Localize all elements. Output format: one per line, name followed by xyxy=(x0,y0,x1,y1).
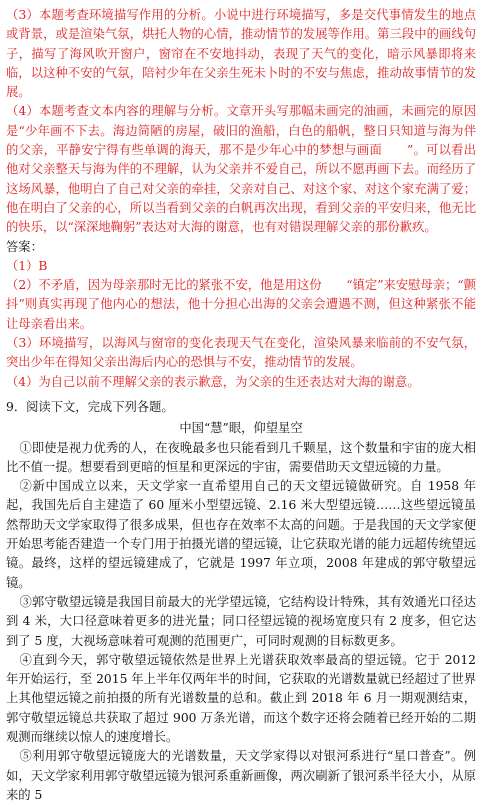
analysis-paragraph-3: （3）本题考查环境描写作用的分析。小说中进行环境描写，多是交代事情发生的地点或背景，或是渲染气氛，烘托人物的心情，推动情节的发展等作用。第三段中的画线句子，描写了海风吹开窗户，窗帘在不安地抖动，表现了天气的变化，暗示风暴即将来临，以这种不安的气氛，陪衬少年在父亲生死未卜时的不安与焦虑，推动故事情节的发展。 xyxy=(6,8,476,100)
answer-2: （2）不矛盾，因为母亲那时无比的紧张不安，他是用这份 “镇定”来安慰母亲；“颤抖”则真实再现了他内心的想法，他十分担心出海的父亲会遭遇不测，但这种紧张不能让母亲看出来。 xyxy=(6,278,476,331)
article-paragraph-4: ④直到今天，郭守敬望远镜依然是世界上光谱获取效率最高的望远镜。它于 2012 年开始运行，至 2015 年上半年仅两年半的时间，它获取的光谱数量就已经超过了世界上其他望远镜之前拍摄的所有光谱数量的总和。截止到 2018 年 6 月一期观测结束，郭守敬望远镜总共获取了超过 900 万条光谱，而这个数字还将会随着已经开始的二期观测而继续以惊人的速度增长。 xyxy=(6,652,476,744)
article-paragraph-2: ②新中国成立以来，天文学家一直希望用自己的天文望远镜做研究。自 1958 年起，我国先后自主建造了 60 厘米小型望远镜、2.16 米大型望远镜……这些望远镜虽然帮助天文学家取得了很多成果，但也存在效率不太高的问题。于是我国的天文学家便开始思考能否建造一个专门用于拍摄光谱的望远镜，让它获取光谱的能力远超传统望远镜。最终，这样的望远镜建成了，它就是 1997 年立项，2008 年建成的郭守敬望远镜。 xyxy=(6,479,476,590)
article-paragraph-5: ⑤利用郭守敬望远镜庞大的光谱数量，天文学家得以对银河系进行“星口普查”。例如，天文学家利用郭守敬望远镜为银河系重新画像，两次刷新了银河系半径大小，从原来的 5 xyxy=(6,749,476,802)
answer-1: （1）B xyxy=(6,258,48,273)
analysis-paragraph-4: （4）本题考查文本内容的理解与分析。文章开头写那幅未画完的油画，未画完的原因是“少年画不下去。海边简陋的房屋，破旧的渔船，白色的船帆，整日只知道与海为伴的父亲，平静安宁得有些单调的海天，那不是少年心中的梦想与画面 ”。可以看出他对父亲整天与海为伴的不理解，认为父亲并不爱自己，所以不愿再画下去。而经历了这场风暴，他明白了自己对父亲的牵挂，父亲对自己、对这个家、对这个家充满了爱；他在明白了父亲的心，所以当看到父亲的白帆再次出现，看到父亲的平安归来，他无比的快乐，以“深深地鞠躬”表达对大海的谢意，也有对错误理解父亲的那份歉疚。 xyxy=(6,104,476,235)
answer-3: （3）环境描写，以海风与窗帘的变化表现天气在变化，渲染风暴来临前的不安气氛，突出少年在得知父亲出海后内心的恐惧与不安，推动情节的发展。 xyxy=(6,336,476,370)
question-intro: 9．阅读下文，完成下列各题。 xyxy=(6,399,174,414)
answer-label: 答案： xyxy=(6,239,43,254)
article-title: 中国“慧”眼，仰望星空 xyxy=(179,421,303,436)
article-paragraph-3: ③郭守敬望远镜是我国目前最大的光学望远镜，它结构设计特殊，其有效通光口径达到 4 米，大口径意味着更多的进光量；同口径望远镜的视场宽度只有 2 度多，但它达到了 5 度，大视场意味着可观测的范围更广，可同时观测的目标数更多。 xyxy=(6,594,476,648)
answer-4: （4）为自己以前不理解父亲的表示歉意，为父亲的生还表达对大海的谢意。 xyxy=(6,374,420,389)
article-paragraph-1: ①即使是视力优秀的人，在夜晚最多也只能看到几千颗星，这个数量和宇宙的庞大相比不值一提。想要看到更暗的恒星和更深远的宇宙，需要借助天文望远镜的力量。 xyxy=(6,440,476,474)
